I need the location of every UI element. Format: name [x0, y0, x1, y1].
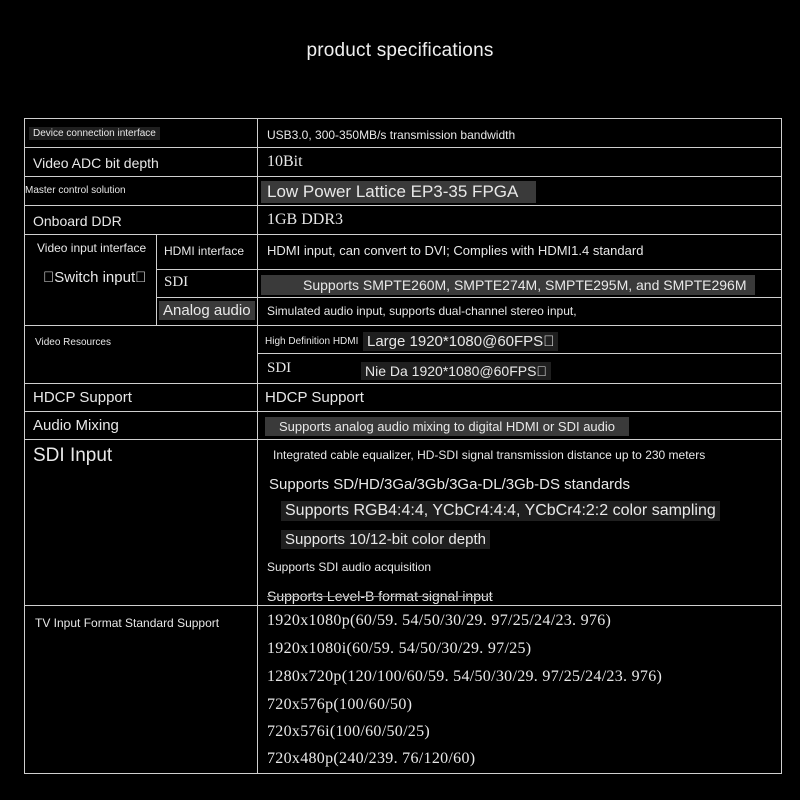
switch-input-label:  Switch input : [43, 269, 147, 286]
master-control-label: Master control solution: [25, 185, 126, 196]
adc-bit-depth-label: Video ADC bit depth: [33, 155, 159, 171]
resources-sdi-label: SDI: [267, 360, 292, 376]
onboard-ddr-label: Onboard DDR: [33, 213, 122, 229]
hdmi-interface-value: HDMI input, can convert to DVI; Complies with HDMI1.4 standard: [267, 243, 644, 258]
column-divider: [156, 234, 157, 325]
tv-format-line: 720x480p(240/239. 76/120/60): [267, 750, 476, 767]
tv-format-line: 1280x720p(120/100/60/59. 54/50/30/29. 97/25/24/23. 976): [267, 668, 663, 685]
hdmi-interface-label: HDMI interface: [164, 244, 245, 258]
row-divider: [25, 205, 781, 206]
audio-mixing-value: Supports analog audio mixing to digital HDMI or SDI audio: [265, 417, 629, 436]
tv-format-line: 720x576i(100/60/50/25): [267, 723, 431, 740]
tv-format-line: 720x576p(100/60/50): [267, 696, 413, 713]
hdcp-value: HDCP Support: [265, 389, 364, 406]
row-divider: [25, 383, 781, 384]
hd-hdmi-value: Large 1920*1080@60FPS : [363, 332, 558, 351]
sdi-input-line: Supports 10/12-bit color depth: [281, 530, 490, 549]
analog-audio-label: Analog audio: [159, 301, 255, 320]
sdi-input-line: Supports SD/HD/3Ga/3Gb/3Ga-DL/3Gb-DS standards: [269, 476, 630, 493]
sdi-input-line: Supports Level-B format signal input: [267, 588, 493, 604]
column-divider: [257, 119, 258, 773]
audio-mixing-label: Audio Mixing: [33, 417, 119, 434]
tv-format-line: 1920x1080i(60/59. 54/50/30/29. 97/25): [267, 640, 532, 657]
tv-format-label: TV Input Format Standard Support: [35, 616, 220, 630]
video-resources-label: Video Resources: [35, 337, 111, 348]
sdi-input-line: Supports SDI audio acquisition: [267, 560, 432, 574]
row-divider: [25, 234, 781, 235]
row-divider: [25, 605, 781, 606]
row-divider: [156, 269, 781, 270]
resources-sdi-value: Nie Da 1920*1080@60FPS : [361, 362, 551, 380]
row-divider: [25, 439, 781, 440]
master-control-value: Low Power Lattice EP3-35 FPGA: [261, 181, 536, 203]
row-divider: [257, 353, 781, 354]
row-divider: [156, 297, 781, 298]
hd-hdmi-label: High Definition HDMI: [265, 336, 359, 347]
row-divider: [25, 147, 781, 148]
sdi-input-label: SDI Input: [33, 445, 113, 466]
sdi-input-line: Supports RGB4:4:4, YCbCr4:4:4, YCbCr4:2:2 color sampling: [281, 501, 720, 521]
row-divider: [25, 176, 781, 177]
device-connection-label: Device connection interface: [29, 127, 160, 140]
video-input-label: Video input interface: [37, 241, 147, 255]
adc-bit-depth-value: 10Bit: [267, 153, 303, 170]
sdi-input-line: Integrated cable equalizer, HD-SDI signal transmission distance up to 230 meters: [273, 448, 706, 462]
sdi-label: SDI: [164, 274, 189, 290]
sdi-value: Supports SMPTE260M, SMPTE274M, SMPTE295M, and SMPTE296M: [261, 275, 755, 295]
analog-audio-value: Simulated audio input, supports dual-channel stereo input,: [267, 304, 577, 318]
spec-table: [24, 118, 782, 774]
page-title: product specifications: [306, 40, 494, 61]
tv-format-line: 1920x1080p(60/59. 54/50/30/29. 97/25/24/23. 976): [267, 612, 612, 629]
row-divider: [25, 411, 781, 412]
device-connection-value: USB3.0, 300-350MB/s transmission bandwidth: [267, 128, 516, 142]
hdcp-label: HDCP Support: [33, 389, 132, 406]
onboard-ddr-value: 1GB DDR3: [267, 211, 344, 228]
row-divider: [25, 325, 781, 326]
